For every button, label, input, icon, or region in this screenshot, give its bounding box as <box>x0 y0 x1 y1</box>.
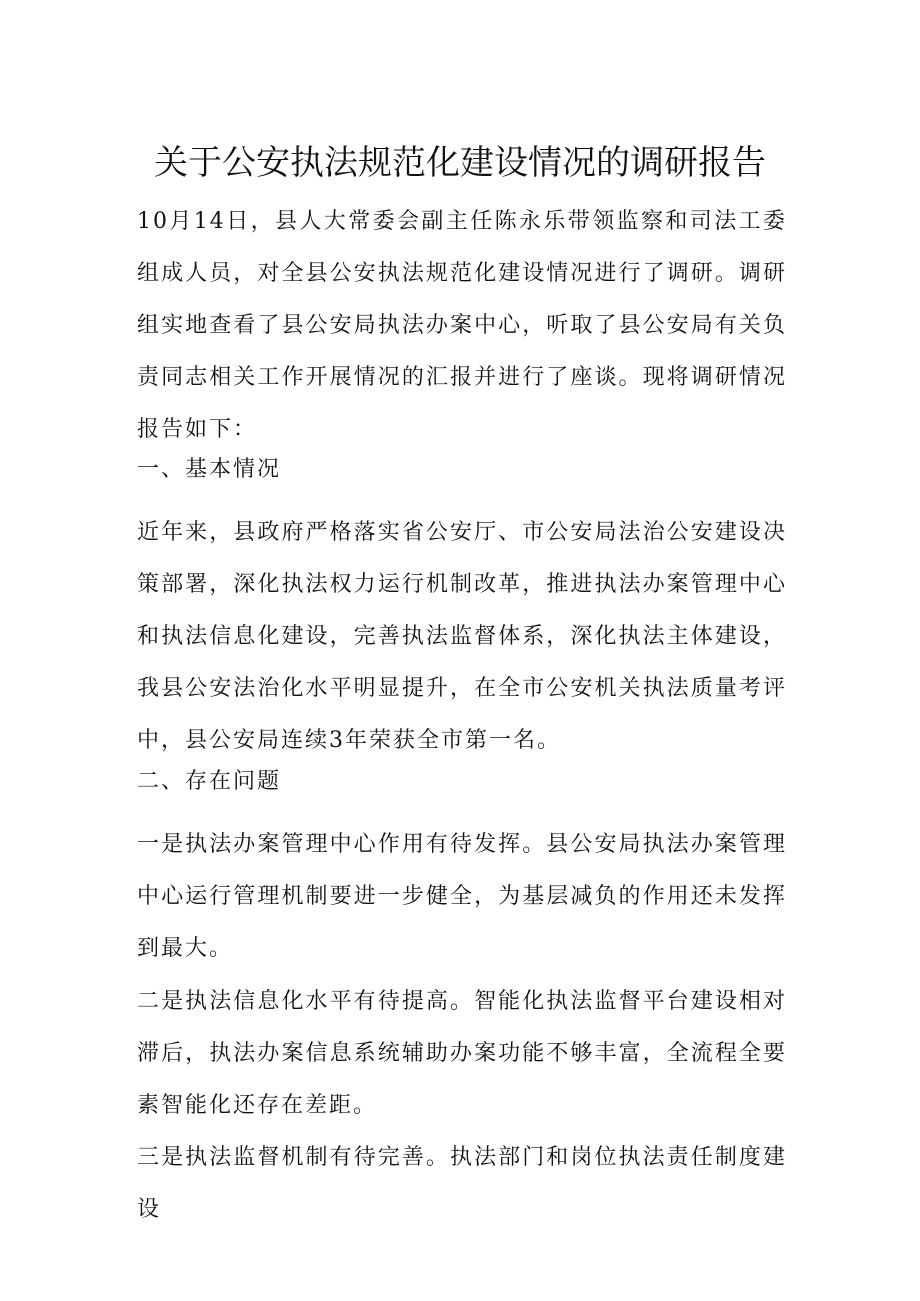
intro-paragraph: 10月14日，县人大常委会副主任陈永乐带领监察和司法工委组成人员，对全县公安执法规范化建设情况进行了调研。调研组实地查看了县公安局执法办案中心，听取了县公安局有关负责同志相关工作开展情况的汇报并进行了座谈。现将调研情况报告如下： <box>137 209 787 442</box>
section-heading-basic-situation: 一、基本情况 <box>137 457 282 482</box>
basic-situation-paragraph: 近年来，县政府严格落实省公安厅、市公安局法治公安建设决策部署，深化执法权力运行机制改革，推进执法办案管理中心和执法信息化建设，完善执法监督体系，深化执法主体建设，我县公安法治化水平明显提升，在全市公安机关执法质量考评中，县公安局连续3年荣获全市第一名。 <box>137 520 787 753</box>
problem-paragraph-1: 一是执法办案管理中心作用有待发挥。县公安局执法办案管理中心运行管理机制要进一步健全，为基层减负的作用还未发挥到最大。 <box>137 832 787 961</box>
problem-paragraph-3: 三是执法监督机制有待完善。执法部门和岗位执法责任制度建设 <box>137 1145 787 1222</box>
document-title: 关于公安执法规范化建设情况的调研报告 <box>154 143 766 183</box>
section-heading-existing-problems: 二、存在问题 <box>137 769 282 794</box>
problem-paragraph-2: 二是执法信息化水平有待提高。智能化执法监督平台建设相对滞后，执法办案信息系统辅助办案功能不够丰富，全流程全要素智能化还存在差距。 <box>137 989 787 1118</box>
